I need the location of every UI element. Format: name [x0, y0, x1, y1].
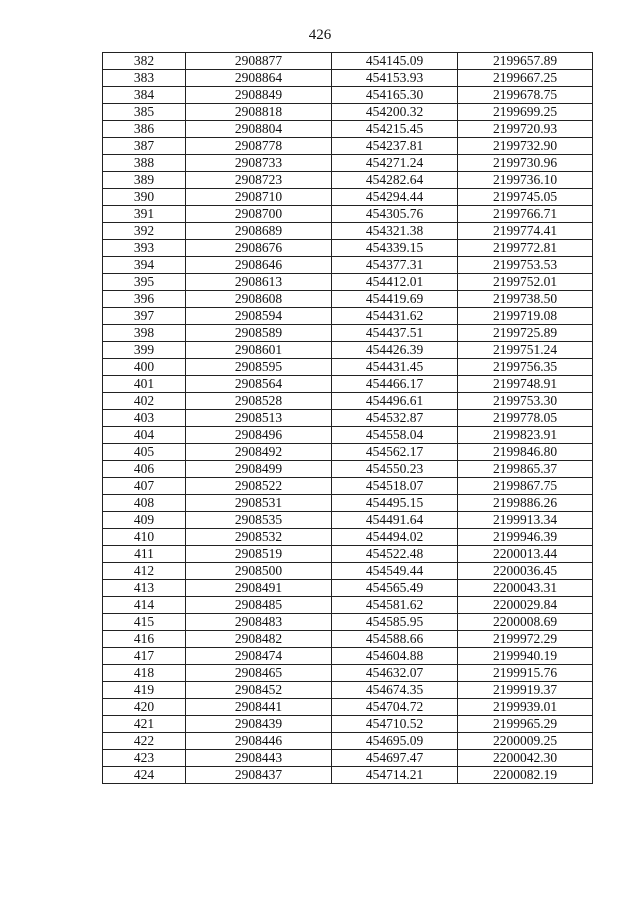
table-row: [103, 580, 593, 597]
code-cell: 2908595: [186, 359, 332, 376]
table-row: [103, 257, 593, 274]
x-coordinate-cell: 454585.95: [332, 614, 458, 631]
point-number-cell: 385: [103, 104, 186, 121]
code-cell: 2908528: [186, 393, 332, 410]
table-row: [103, 682, 593, 699]
point-number-cell: 390: [103, 189, 186, 206]
table-row: [103, 716, 593, 733]
code-cell: 2908589: [186, 325, 332, 342]
code-cell: 2908613: [186, 274, 332, 291]
table-row: [103, 359, 593, 376]
table-row: [103, 767, 593, 784]
x-coordinate-cell: 454522.48: [332, 546, 458, 563]
y-coordinate-cell: 2199865.37: [458, 461, 593, 478]
point-number-cell: 405: [103, 444, 186, 461]
x-coordinate-cell: 454145.09: [332, 53, 458, 70]
code-cell: 2908439: [186, 716, 332, 733]
table-row: [103, 189, 593, 206]
x-coordinate-cell: 454412.01: [332, 274, 458, 291]
point-number-cell: 421: [103, 716, 186, 733]
point-number-cell: 387: [103, 138, 186, 155]
y-coordinate-cell: 2199748.91: [458, 376, 593, 393]
point-number-cell: 415: [103, 614, 186, 631]
code-cell: 2908443: [186, 750, 332, 767]
code-cell: 2908849: [186, 87, 332, 104]
point-number-cell: 391: [103, 206, 186, 223]
point-number-cell: 410: [103, 529, 186, 546]
point-number-cell: 386: [103, 121, 186, 138]
x-coordinate-cell: 454697.47: [332, 750, 458, 767]
y-coordinate-cell: 2199972.29: [458, 631, 593, 648]
table-row: [103, 172, 593, 189]
code-cell: 2908535: [186, 512, 332, 529]
point-number-cell: 407: [103, 478, 186, 495]
point-number-cell: 404: [103, 427, 186, 444]
code-cell: 2908492: [186, 444, 332, 461]
code-cell: 2908723: [186, 172, 332, 189]
code-cell: 2908531: [186, 495, 332, 512]
table-row: [103, 597, 593, 614]
table-row: [103, 444, 593, 461]
code-cell: 2908513: [186, 410, 332, 427]
code-cell: 2908446: [186, 733, 332, 750]
y-coordinate-cell: 2199667.25: [458, 70, 593, 87]
table-row: [103, 121, 593, 138]
point-number-cell: 422: [103, 733, 186, 750]
x-coordinate-cell: 454165.30: [332, 87, 458, 104]
y-coordinate-cell: 2200009.25: [458, 733, 593, 750]
code-cell: 2908437: [186, 767, 332, 784]
code-cell: 2908689: [186, 223, 332, 240]
y-coordinate-cell: 2200008.69: [458, 614, 593, 631]
x-coordinate-cell: 454215.45: [332, 121, 458, 138]
code-cell: 2908700: [186, 206, 332, 223]
point-number-cell: 408: [103, 495, 186, 512]
y-coordinate-cell: 2199919.37: [458, 682, 593, 699]
y-coordinate-cell: 2199745.05: [458, 189, 593, 206]
table-row: [103, 427, 593, 444]
code-cell: 2908646: [186, 257, 332, 274]
x-coordinate-cell: 454565.49: [332, 580, 458, 597]
x-coordinate-cell: 454294.44: [332, 189, 458, 206]
point-number-cell: 393: [103, 240, 186, 257]
y-coordinate-cell: 2199738.50: [458, 291, 593, 308]
x-coordinate-cell: 454550.23: [332, 461, 458, 478]
table-row: [103, 393, 593, 410]
x-coordinate-cell: 454491.64: [332, 512, 458, 529]
code-cell: 2908474: [186, 648, 332, 665]
table-row: [103, 53, 593, 70]
table-row: [103, 546, 593, 563]
code-cell: 2908485: [186, 597, 332, 614]
y-coordinate-cell: 2199915.76: [458, 665, 593, 682]
y-coordinate-cell: 2200043.31: [458, 580, 593, 597]
y-coordinate-cell: 2199730.96: [458, 155, 593, 172]
table-row: [103, 342, 593, 359]
y-coordinate-cell: 2199753.30: [458, 393, 593, 410]
y-coordinate-cell: 2199751.24: [458, 342, 593, 359]
table-row: [103, 325, 593, 342]
x-coordinate-cell: 454588.66: [332, 631, 458, 648]
y-coordinate-cell: 2199867.75: [458, 478, 593, 495]
x-coordinate-cell: 454695.09: [332, 733, 458, 750]
table-row: [103, 206, 593, 223]
table-row: [103, 648, 593, 665]
x-coordinate-cell: 454437.51: [332, 325, 458, 342]
y-coordinate-cell: 2199940.19: [458, 648, 593, 665]
x-coordinate-cell: 454466.17: [332, 376, 458, 393]
point-number-cell: 392: [103, 223, 186, 240]
y-coordinate-cell: 2199965.29: [458, 716, 593, 733]
table-row: [103, 478, 593, 495]
point-number-cell: 400: [103, 359, 186, 376]
x-coordinate-cell: 454495.15: [332, 495, 458, 512]
table-row: [103, 563, 593, 580]
y-coordinate-cell: 2200042.30: [458, 750, 593, 767]
code-cell: 2908483: [186, 614, 332, 631]
y-coordinate-cell: 2199678.75: [458, 87, 593, 104]
code-cell: 2908818: [186, 104, 332, 121]
x-coordinate-cell: 454558.04: [332, 427, 458, 444]
code-cell: 2908519: [186, 546, 332, 563]
table-row: [103, 155, 593, 172]
point-number-cell: 413: [103, 580, 186, 597]
table-row: [103, 631, 593, 648]
point-number-cell: 406: [103, 461, 186, 478]
y-coordinate-cell: 2200036.45: [458, 563, 593, 580]
x-coordinate-cell: 454200.32: [332, 104, 458, 121]
x-coordinate-cell: 454674.35: [332, 682, 458, 699]
point-number-cell: 383: [103, 70, 186, 87]
y-coordinate-cell: 2199736.10: [458, 172, 593, 189]
x-coordinate-cell: 454604.88: [332, 648, 458, 665]
point-number-cell: 397: [103, 308, 186, 325]
table-row: [103, 308, 593, 325]
coordinates-table: [102, 52, 593, 784]
code-cell: 2908733: [186, 155, 332, 172]
x-coordinate-cell: 454431.45: [332, 359, 458, 376]
y-coordinate-cell: 2199720.93: [458, 121, 593, 138]
point-number-cell: 384: [103, 87, 186, 104]
table-row: [103, 495, 593, 512]
point-number-cell: 403: [103, 410, 186, 427]
code-cell: 2908710: [186, 189, 332, 206]
page-number: 426: [308, 27, 332, 43]
point-number-cell: 424: [103, 767, 186, 784]
x-coordinate-cell: 454704.72: [332, 699, 458, 716]
code-cell: 2908465: [186, 665, 332, 682]
table-row: [103, 529, 593, 546]
y-coordinate-cell: 2199699.25: [458, 104, 593, 121]
y-coordinate-cell: 2199732.90: [458, 138, 593, 155]
table-row: [103, 104, 593, 121]
x-coordinate-cell: 454321.38: [332, 223, 458, 240]
y-coordinate-cell: 2199725.89: [458, 325, 593, 342]
code-cell: 2908608: [186, 291, 332, 308]
x-coordinate-cell: 454271.24: [332, 155, 458, 172]
point-number-cell: 399: [103, 342, 186, 359]
table-row: [103, 512, 593, 529]
x-coordinate-cell: 454496.61: [332, 393, 458, 410]
y-coordinate-cell: 2199778.05: [458, 410, 593, 427]
code-cell: 2908877: [186, 53, 332, 70]
table-row: [103, 410, 593, 427]
code-cell: 2908564: [186, 376, 332, 393]
point-number-cell: 411: [103, 546, 186, 563]
point-number-cell: 402: [103, 393, 186, 410]
code-cell: 2908601: [186, 342, 332, 359]
y-coordinate-cell: 2199886.26: [458, 495, 593, 512]
x-coordinate-cell: 454339.15: [332, 240, 458, 257]
point-number-cell: 394: [103, 257, 186, 274]
y-coordinate-cell: 2199766.71: [458, 206, 593, 223]
code-cell: 2908500: [186, 563, 332, 580]
table-row: [103, 223, 593, 240]
y-coordinate-cell: 2199719.08: [458, 308, 593, 325]
table-row: [103, 461, 593, 478]
x-coordinate-cell: 454581.62: [332, 597, 458, 614]
table-row: [103, 138, 593, 155]
point-number-cell: 418: [103, 665, 186, 682]
table-row: [103, 614, 593, 631]
table-row: [103, 274, 593, 291]
y-coordinate-cell: 2199657.89: [458, 53, 593, 70]
x-coordinate-cell: 454549.44: [332, 563, 458, 580]
coordinates-table-body: [103, 53, 593, 784]
code-cell: 2908594: [186, 308, 332, 325]
x-coordinate-cell: 454518.07: [332, 478, 458, 495]
x-coordinate-cell: 454532.87: [332, 410, 458, 427]
point-number-cell: 396: [103, 291, 186, 308]
table-row: [103, 291, 593, 308]
table-row: [103, 750, 593, 767]
code-cell: 2908864: [186, 70, 332, 87]
y-coordinate-cell: 2199846.80: [458, 444, 593, 461]
point-number-cell: 409: [103, 512, 186, 529]
y-coordinate-cell: 2199753.53: [458, 257, 593, 274]
code-cell: 2908499: [186, 461, 332, 478]
x-coordinate-cell: 454305.76: [332, 206, 458, 223]
table-row: [103, 733, 593, 750]
y-coordinate-cell: 2199913.34: [458, 512, 593, 529]
code-cell: 2908496: [186, 427, 332, 444]
x-coordinate-cell: 454426.39: [332, 342, 458, 359]
x-coordinate-cell: 454153.93: [332, 70, 458, 87]
x-coordinate-cell: 454562.17: [332, 444, 458, 461]
x-coordinate-cell: 454282.64: [332, 172, 458, 189]
point-number-cell: 398: [103, 325, 186, 342]
y-coordinate-cell: 2199946.39: [458, 529, 593, 546]
y-coordinate-cell: 2200013.44: [458, 546, 593, 563]
table-row: [103, 665, 593, 682]
point-number-cell: 412: [103, 563, 186, 580]
point-number-cell: 419: [103, 682, 186, 699]
y-coordinate-cell: 2199772.81: [458, 240, 593, 257]
code-cell: 2908452: [186, 682, 332, 699]
point-number-cell: 382: [103, 53, 186, 70]
code-cell: 2908441: [186, 699, 332, 716]
point-number-cell: 417: [103, 648, 186, 665]
point-number-cell: 423: [103, 750, 186, 767]
x-coordinate-cell: 454494.02: [332, 529, 458, 546]
x-coordinate-cell: 454710.52: [332, 716, 458, 733]
x-coordinate-cell: 454632.07: [332, 665, 458, 682]
table-row: [103, 87, 593, 104]
x-coordinate-cell: 454237.81: [332, 138, 458, 155]
code-cell: 2908491: [186, 580, 332, 597]
table-row: [103, 699, 593, 716]
x-coordinate-cell: 454714.21: [332, 767, 458, 784]
table-row: [103, 376, 593, 393]
x-coordinate-cell: 454419.69: [332, 291, 458, 308]
y-coordinate-cell: 2199774.41: [458, 223, 593, 240]
point-number-cell: 414: [103, 597, 186, 614]
y-coordinate-cell: 2199756.35: [458, 359, 593, 376]
point-number-cell: 420: [103, 699, 186, 716]
table-row: [103, 70, 593, 87]
y-coordinate-cell: 2199823.91: [458, 427, 593, 444]
x-coordinate-cell: 454431.62: [332, 308, 458, 325]
point-number-cell: 389: [103, 172, 186, 189]
y-coordinate-cell: 2200029.84: [458, 597, 593, 614]
code-cell: 2908676: [186, 240, 332, 257]
point-number-cell: 401: [103, 376, 186, 393]
code-cell: 2908804: [186, 121, 332, 138]
code-cell: 2908482: [186, 631, 332, 648]
y-coordinate-cell: 2200082.19: [458, 767, 593, 784]
code-cell: 2908522: [186, 478, 332, 495]
point-number-cell: 388: [103, 155, 186, 172]
code-cell: 2908532: [186, 529, 332, 546]
point-number-cell: 416: [103, 631, 186, 648]
x-coordinate-cell: 454377.31: [332, 257, 458, 274]
point-number-cell: 395: [103, 274, 186, 291]
code-cell: 2908778: [186, 138, 332, 155]
table-row: [103, 240, 593, 257]
y-coordinate-cell: 2199939.01: [458, 699, 593, 716]
y-coordinate-cell: 2199752.01: [458, 274, 593, 291]
